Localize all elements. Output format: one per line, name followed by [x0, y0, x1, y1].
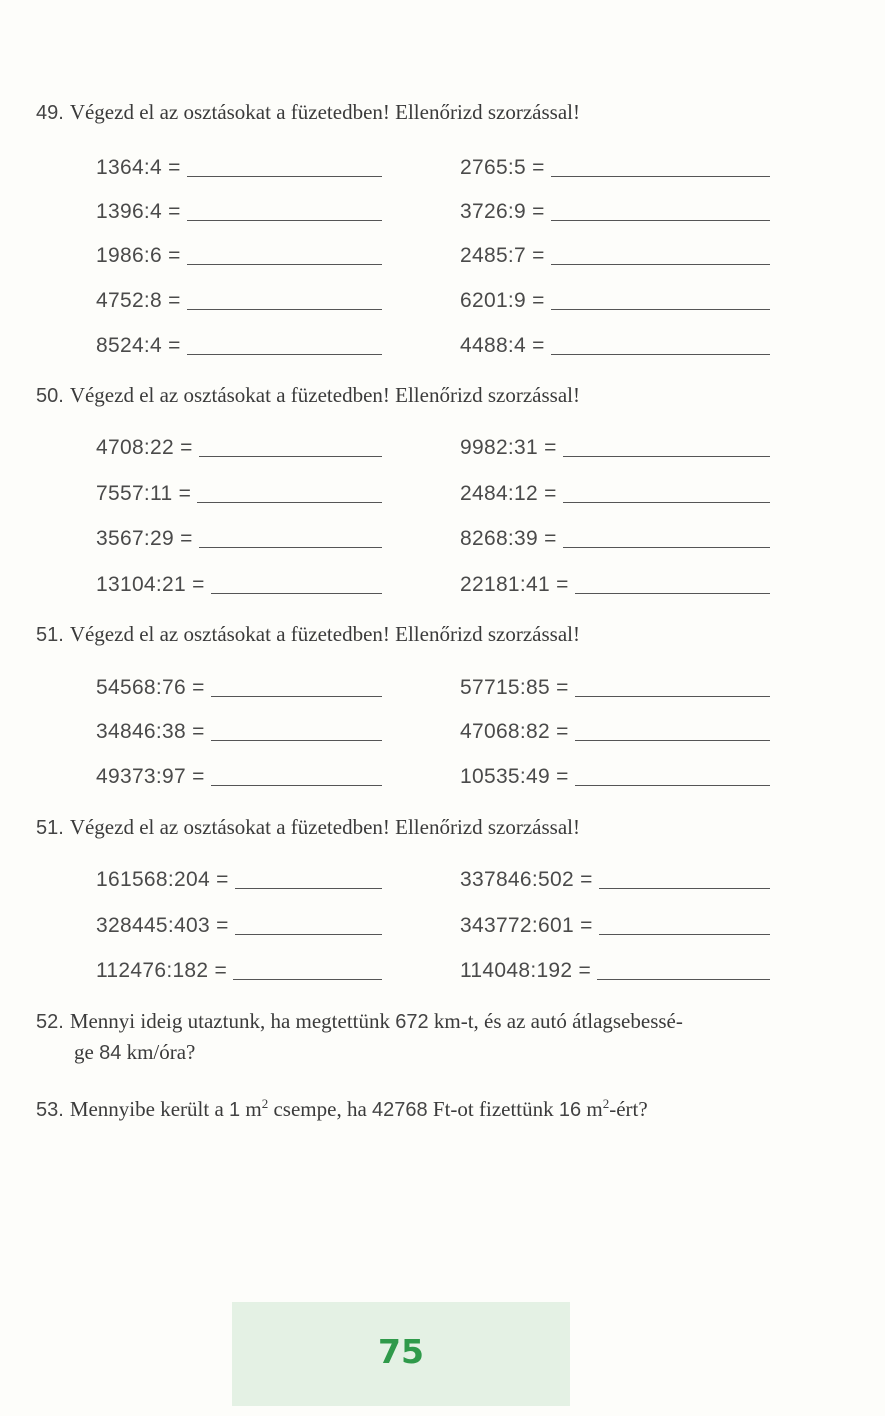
- answer-line[interactable]: [563, 502, 770, 503]
- division-expression: 1364:4 =: [96, 156, 181, 179]
- exercise-row: [0, 428, 885, 460]
- answer-line[interactable]: [551, 220, 770, 221]
- division-exercise: [460, 326, 770, 358]
- division-exercise: [460, 951, 770, 983]
- division-expression: 49373:97 =: [96, 765, 205, 788]
- division-expression: 22181:41 =: [460, 573, 569, 596]
- task-number: 52.: [36, 1011, 64, 1033]
- problem-number: 84: [99, 1042, 122, 1064]
- answer-line[interactable]: [235, 934, 382, 935]
- answer-line[interactable]: [187, 220, 382, 221]
- division-exercise: [96, 148, 382, 180]
- problem-text: csempe, ha: [268, 1097, 373, 1121]
- exercise-row: [0, 951, 885, 983]
- division-exercise: [96, 326, 382, 358]
- answer-line[interactable]: [599, 888, 770, 889]
- division-expression: 2765:5 =: [460, 156, 545, 179]
- division-expression: 34846:38 =: [96, 720, 205, 743]
- problem-text: Mennyibe került a: [69, 1097, 230, 1121]
- division-exercise: [460, 474, 770, 506]
- answer-line[interactable]: [551, 354, 770, 355]
- task-number: 53.: [36, 1099, 64, 1121]
- exercise-row: [0, 281, 885, 313]
- problem-number: 1: [229, 1099, 241, 1121]
- exercise-row: [0, 236, 885, 268]
- problem-text: m: [240, 1097, 262, 1121]
- exercise-row: [0, 565, 885, 597]
- division-expression: 1396:4 =: [96, 200, 181, 223]
- answer-line[interactable]: [187, 176, 382, 177]
- exercise-row: [0, 906, 885, 938]
- problem-text: Ft-ot fizettünk: [427, 1097, 559, 1121]
- task-49-title: [36, 98, 836, 127]
- task-instruction: Végezd el az osztásokat a füzetedben! Ellenőrizd szorzással!: [69, 622, 580, 646]
- division-exercise: [96, 428, 382, 460]
- answer-line[interactable]: [211, 696, 382, 697]
- answer-line[interactable]: [575, 785, 770, 786]
- division-expression: 8268:39 =: [460, 527, 557, 550]
- problem-text: -ért?: [609, 1097, 648, 1121]
- division-expression: 2485:7 =: [460, 244, 545, 267]
- division-exercise: [460, 519, 770, 551]
- task-instruction: Végezd el az osztásokat a füzetedben! Ellenőrizd szorzással!: [69, 815, 580, 839]
- division-exercise: [460, 428, 770, 460]
- division-exercise: [96, 281, 382, 313]
- task-number: 51.: [36, 817, 64, 839]
- answer-line[interactable]: [575, 593, 770, 594]
- page-number: 75: [378, 1332, 424, 1371]
- answer-line[interactable]: [197, 502, 382, 503]
- answer-line[interactable]: [199, 456, 382, 457]
- division-expression: 7557:11 =: [96, 482, 192, 505]
- exercise-row: [0, 860, 885, 892]
- word-problem-52: [36, 1006, 806, 1068]
- division-exercise: [96, 236, 382, 268]
- division-expression: 343772:601 =: [460, 914, 593, 937]
- division-expression: 9982:31 =: [460, 436, 557, 459]
- division-expression: 114048:192 =: [460, 959, 592, 982]
- division-exercise: [96, 192, 382, 224]
- answer-line[interactable]: [575, 740, 770, 741]
- answer-line[interactable]: [551, 309, 770, 310]
- problem-text: Mennyi ideig utaztunk, ha megtettünk: [69, 1009, 396, 1033]
- division-expression: 57715:85 =: [460, 676, 569, 699]
- division-exercise: [96, 668, 382, 700]
- exercise-row: [0, 148, 885, 180]
- division-expression: 112476:182 =: [96, 959, 228, 982]
- problem-number: 42768: [372, 1099, 428, 1121]
- answer-line[interactable]: [575, 696, 770, 697]
- division-exercise: [96, 712, 382, 744]
- division-exercise: [460, 236, 770, 268]
- page-number-box: [232, 1302, 570, 1406]
- exercise-row: [0, 474, 885, 506]
- answer-line[interactable]: [563, 547, 770, 548]
- division-expression: 8524:4 =: [96, 334, 181, 357]
- division-expression: 161568:204 =: [96, 868, 229, 891]
- answer-line[interactable]: [551, 176, 770, 177]
- exercise-row: [0, 757, 885, 789]
- word-problem-53: [36, 1094, 806, 1125]
- division-exercise: [460, 860, 770, 892]
- answer-line[interactable]: [187, 354, 382, 355]
- problem-continuation: [36, 1037, 806, 1068]
- answer-line[interactable]: [187, 264, 382, 265]
- answer-line[interactable]: [211, 785, 382, 786]
- division-expression: 3726:9 =: [460, 200, 545, 223]
- exercise-row: [0, 712, 885, 744]
- problem-text: m: [581, 1097, 603, 1121]
- division-expression: 4752:8 =: [96, 289, 181, 312]
- division-expression: 3567:29 =: [96, 527, 193, 550]
- exercise-row: [0, 668, 885, 700]
- answer-line[interactable]: [551, 264, 770, 265]
- division-exercise: [96, 951, 382, 983]
- answer-line[interactable]: [597, 979, 770, 980]
- task-number: 50.: [36, 385, 64, 407]
- answer-line[interactable]: [599, 934, 770, 935]
- superscript: 2: [261, 1096, 269, 1111]
- division-exercise: [96, 565, 382, 597]
- division-expression: 6201:9 =: [460, 289, 545, 312]
- division-expression: 328445:403 =: [96, 914, 229, 937]
- division-expression: 10535:49 =: [460, 765, 569, 788]
- answer-line[interactable]: [211, 740, 382, 741]
- division-exercise: [460, 712, 770, 744]
- division-exercise: [460, 906, 770, 938]
- division-exercise: [96, 757, 382, 789]
- task-51-title: [36, 620, 836, 649]
- problem-text: ge: [74, 1040, 100, 1064]
- answer-line[interactable]: [233, 979, 382, 980]
- division-exercise: [96, 906, 382, 938]
- division-expression: 1986:6 =: [96, 244, 181, 267]
- division-expression: 337846:502 =: [460, 868, 593, 891]
- task-instruction: Végezd el az osztásokat a füzetedben! Ellenőrizd szorzással!: [69, 100, 580, 124]
- exercise-row: [0, 326, 885, 358]
- division-expression: 54568:76 =: [96, 676, 205, 699]
- division-expression: 2484:12 =: [460, 482, 557, 505]
- exercise-row: [0, 519, 885, 551]
- answer-line[interactable]: [563, 456, 770, 457]
- task-number: 49.: [36, 102, 64, 124]
- division-exercise: [460, 565, 770, 597]
- division-expression: 13104:21 =: [96, 573, 205, 596]
- division-expression: 47068:82 =: [460, 720, 569, 743]
- division-exercise: [460, 148, 770, 180]
- answer-line[interactable]: [211, 593, 382, 594]
- problem-number: 672: [395, 1011, 429, 1033]
- superscript: 2: [602, 1096, 610, 1111]
- task-instruction: Végezd el az osztásokat a füzetedben! Ellenőrizd szorzással!: [69, 383, 580, 407]
- answer-line[interactable]: [199, 547, 382, 548]
- division-exercise: [96, 519, 382, 551]
- division-exercise: [460, 281, 770, 313]
- division-exercise: [460, 192, 770, 224]
- division-exercise: [96, 474, 382, 506]
- answer-line[interactable]: [235, 888, 382, 889]
- division-exercise: [460, 757, 770, 789]
- division-exercise: [460, 668, 770, 700]
- task-number: 51.: [36, 624, 64, 646]
- task-51b-title: [36, 813, 836, 842]
- answer-line[interactable]: [187, 309, 382, 310]
- exercise-row: [0, 192, 885, 224]
- problem-text: km/óra?: [121, 1040, 196, 1064]
- problem-number: 16: [558, 1099, 582, 1121]
- division-exercise: [96, 860, 382, 892]
- problem-text: km-t, és az autó átlagsebessé-: [428, 1009, 683, 1033]
- division-expression: 4488:4 =: [460, 334, 545, 357]
- task-50-title: [36, 381, 836, 410]
- division-expression: 4708:22 =: [96, 436, 193, 459]
